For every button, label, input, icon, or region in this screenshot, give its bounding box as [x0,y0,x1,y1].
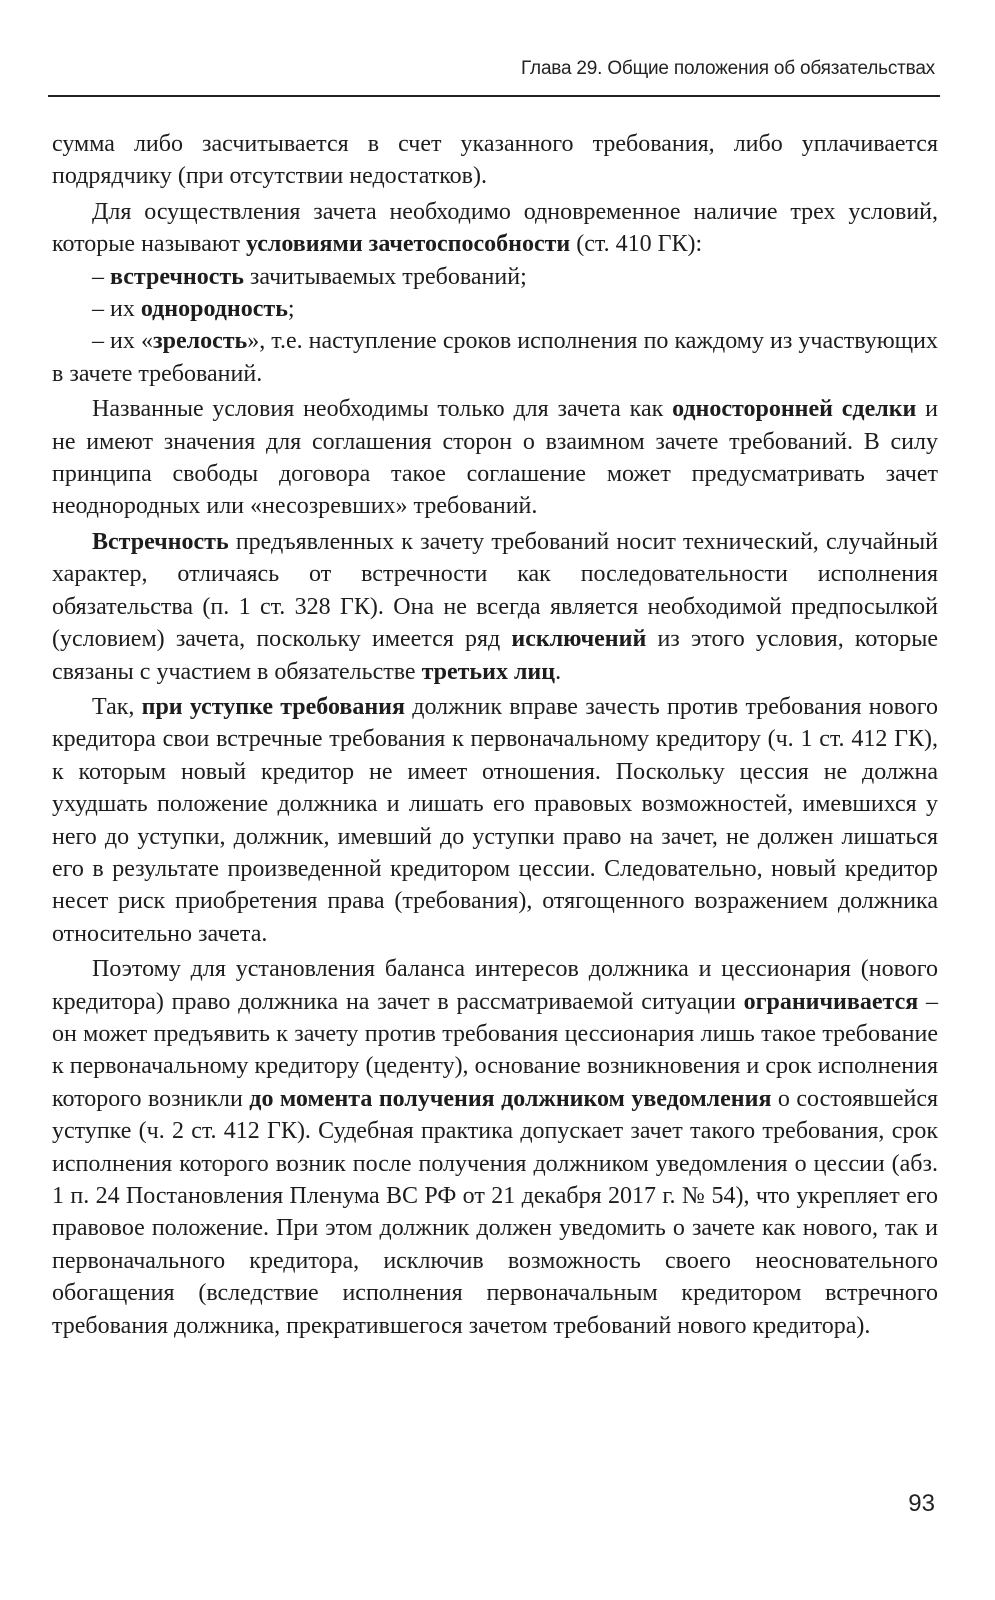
text-run: зачитываемых требований; [243,263,527,290]
text-run: Так, [92,693,142,720]
text-run: – он может предъявить к зачету против требования цессионария лишь такое требование к первоначальному кредитору (цеденту), основание возникновения и срок исполнения которого возникли [52,988,938,1112]
header-rule [48,95,940,97]
bold-term: при уступке требования [141,693,405,720]
text-run: из этого условия, которые связаны с участием в обязательстве [52,626,938,685]
body-text [52,128,938,1342]
paragraph [52,393,938,523]
text-run: и не имеют значения для соглашения сторон о взаимном зачете требований. В силу принципа свободы договора такое соглашение может предусматривать зачет неоднородных или «несозревших» требований. [52,396,938,520]
list-item [52,325,938,390]
text-run: сумма либо засчитывается в счет указанного требования, либо уплачивается подрядчику (при отсутствии недостатков). [52,131,938,190]
list-item [52,293,938,325]
bold-term: исключений [511,626,647,653]
bold-term: до момента получения должником уведомления [249,1085,772,1112]
bold-term: ограничивается [743,988,919,1015]
running-header: Глава 29. Общие положения об обязательствах [521,58,935,79]
paragraph [52,526,938,688]
text-run: – их « [92,328,153,355]
text-run: – их [92,296,141,323]
text-run: ; [287,296,295,323]
bold-term: зрелость [152,328,248,355]
bold-term: однородность [140,296,288,323]
list-item [52,261,938,293]
text-run: (ст. 410 ГК): [570,231,703,258]
paragraph [52,128,938,193]
bold-term: третьих лиц [421,658,556,685]
bold-term: односторонней сделки [672,396,917,423]
paragraph [52,953,938,1342]
text-run: о состоявшейся уступке (ч. 2 ст. 412 ГК). Судебная практика допускает зачет такого требования, срок исполнения которого возник после получения должником уведомления о цессии (абз. 1 п. 24 Постановления Пленума ВС РФ от 21 декабря 2017 г. № 54), что укрепляет его правовое положение. При этом должник должен уведомить о зачете как нового, так и первоначального кредитора, исключив возможность своего неосновательного обогащения (вследствие исполнения первоначальным кредитором встречного требования должника, прекратившегося зачетом требований нового кредитора). [52,1085,939,1339]
text-run: . [555,658,562,685]
text-run: – [92,263,110,290]
bold-term: Встречность [92,528,229,555]
paragraph [52,691,938,950]
bold-term: встречность [110,263,244,290]
page-number: 93 [908,1490,935,1517]
bold-term: условиями зачетоспособности [245,231,571,258]
text-run: Названные условия необходимы только для зачета как [92,396,673,423]
text-run: предъявленных к зачету требований носит технический, случайный характер, отличаясь от встречности как последовательности исполнения обязательства (п. 1 ст. 328 ГК). Она не всегда является необходимой предпосылкой (условием) зачета, поскольку имеется ряд [52,528,938,653]
text-run: », т.е. наступление сроков исполнения по каждому из участвующих в зачете требований. [52,328,939,387]
text-run: Поэтому для установления баланса интересов должника и цессионария (нового кредитора) право должника на зачет в рассматриваемой ситуации [52,956,938,1015]
text-run: Для осуществления зачета необходимо одновременное наличие трех условий, которые называют [52,198,938,258]
paragraph [52,196,938,261]
text-run: должник вправе зачесть против требования нового кредитора свои встречные требования к первоначальному кредитору (ч. 1 ст. 412 ГК), к которым новый кредитор не имеет отношения. Поскольку цессия не должна ухудшать положение должника и лишать его правовых возможностей, имевшихся у него до уступки, должник, имевший до уступки право на зачет, не должен лишаться его в результате произведенной кредитором цессии. Следовательно, новый кредитор несет риск приобретения права (требования), отягощенного возражением должника относительно зачета. [52,693,939,947]
